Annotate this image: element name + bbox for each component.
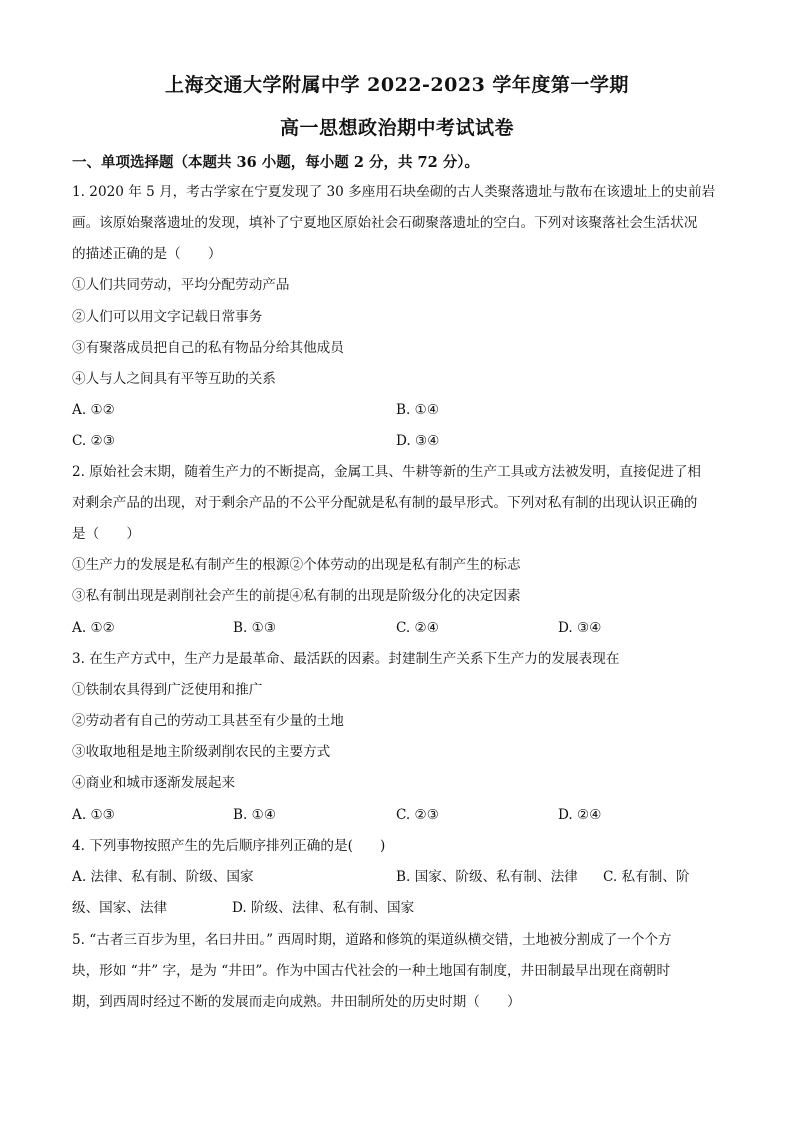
question-1-stem-line-2: 画。该原始聚落遗址的发现，填补了宁夏地区原始社会石砌聚落遗址的空白。下列对该聚落社会生活状况: [72, 215, 698, 231]
question-2-statements-2: ③私有制出现是剥削社会产生的前提④私有制的出现是阶级分化的决定因素: [72, 588, 521, 604]
question-2-stem-line-3: 是（ ）: [72, 526, 140, 542]
question-4-option-b: B. 国家、阶级、私有制、法律: [396, 869, 578, 885]
question-1-stem-line-1: 1. 2020 年 5 月，考古学家在宁夏发现了 30 多座用石块垒砌的古人类聚落遗址与散布在该遗址上的史前岩: [72, 184, 716, 200]
exam-school-title: 上海交通大学附属中学 2022-2023 学年度第一学期: [165, 74, 629, 96]
question-1-statement-2: ②人们可以用文字记载日常事务: [72, 309, 263, 325]
question-5-stem-line-2: 块，形如 “井” 字，是为 “井田”。作为中国古代社会的一种土地国有制度，井田制最早出现在商朝时: [72, 963, 671, 979]
question-3-statement-1: ①铁制农具得到广泛使用和推广: [72, 682, 263, 698]
question-2-option-c: C. ②④: [396, 620, 439, 636]
question-4-option-c-continued: 级、国家、法律: [72, 900, 168, 916]
question-3-option-d: D. ②④: [558, 807, 602, 823]
question-4-option-a: A. 法律、私有制、阶级、国家: [72, 869, 254, 885]
question-3-statement-4: ④商业和城市逐渐发展起来: [72, 775, 236, 791]
question-2-option-b: B. ①③: [233, 620, 277, 636]
question-5-stem-line-1: 5. “古者三百步为里，名曰井田。” 西周时期，道路和修筑的渠道纵横交错，土地被分割成了一个个方: [72, 932, 672, 948]
question-4-option-d: D. 阶级、法律、私有制、国家: [232, 900, 415, 916]
question-1-statement-1: ①人们共同劳动，平均分配劳动产品: [72, 277, 290, 293]
section-heading: 一、单项选择题（本题共 36 小题，每小题 2 分，共 72 分）。: [72, 154, 479, 171]
question-2-stem-line-2: 对剩余产品的出现，对于剩余产品的不公平分配就是私有制的最早形式。下列对私有制的出现认识正确的: [72, 495, 698, 511]
question-1-statement-4: ④人与人之间具有平等互助的关系: [72, 371, 276, 387]
question-1-statement-3: ③有聚落成员把自己的私有物品分给其他成员: [72, 340, 344, 356]
question-2-statements-1: ①生产力的发展是私有制产生的根源②个体劳动的出现是私有制产生的标志: [72, 557, 521, 573]
question-3-option-b: B. ①④: [233, 807, 277, 823]
question-1-option-a: A. ①②: [72, 402, 115, 418]
question-1-stem-line-3: 的描述正确的是（ ）: [72, 246, 222, 262]
question-3-option-c: C. ②③: [396, 807, 439, 823]
question-4-option-c: C. 私有制、阶: [603, 869, 690, 885]
exam-paper-title: 高一思想政治期中考试试卷: [279, 117, 514, 139]
question-5-stem-line-3: 期，到西周时经过不断的发展而走向成熟。井田制所处的历史时期（ ）: [72, 994, 521, 1010]
question-3-statement-2: ②劳动者有自己的劳动工具甚至有少量的土地: [72, 713, 344, 729]
question-3-option-a: A. ①③: [72, 807, 115, 823]
question-2-option-d: D. ③④: [558, 620, 602, 636]
question-4-stem-line-1: 4. 下列事物按照产生的先后顺序排列正确的是( ): [72, 838, 386, 854]
question-1-option-d: D. ③④: [396, 433, 440, 449]
question-3-stem-line-1: 3. 在生产方式中，生产力是最革命、最活跃的因素。封建制生产关系下生产力的发展表现在: [72, 651, 620, 667]
question-2-stem-line-1: 2. 原始社会末期，随着生产力的不断提高，金属工具、牛耕等新的生产工具或方法被发明，直接促进了相: [72, 464, 702, 480]
question-1-option-b: B. ①④: [396, 402, 440, 418]
question-2-option-a: A. ①②: [72, 620, 115, 636]
question-3-statement-3: ③收取地租是地主阶级剥削农民的主要方式: [72, 744, 331, 760]
question-1-option-c: C. ②③: [72, 433, 115, 449]
